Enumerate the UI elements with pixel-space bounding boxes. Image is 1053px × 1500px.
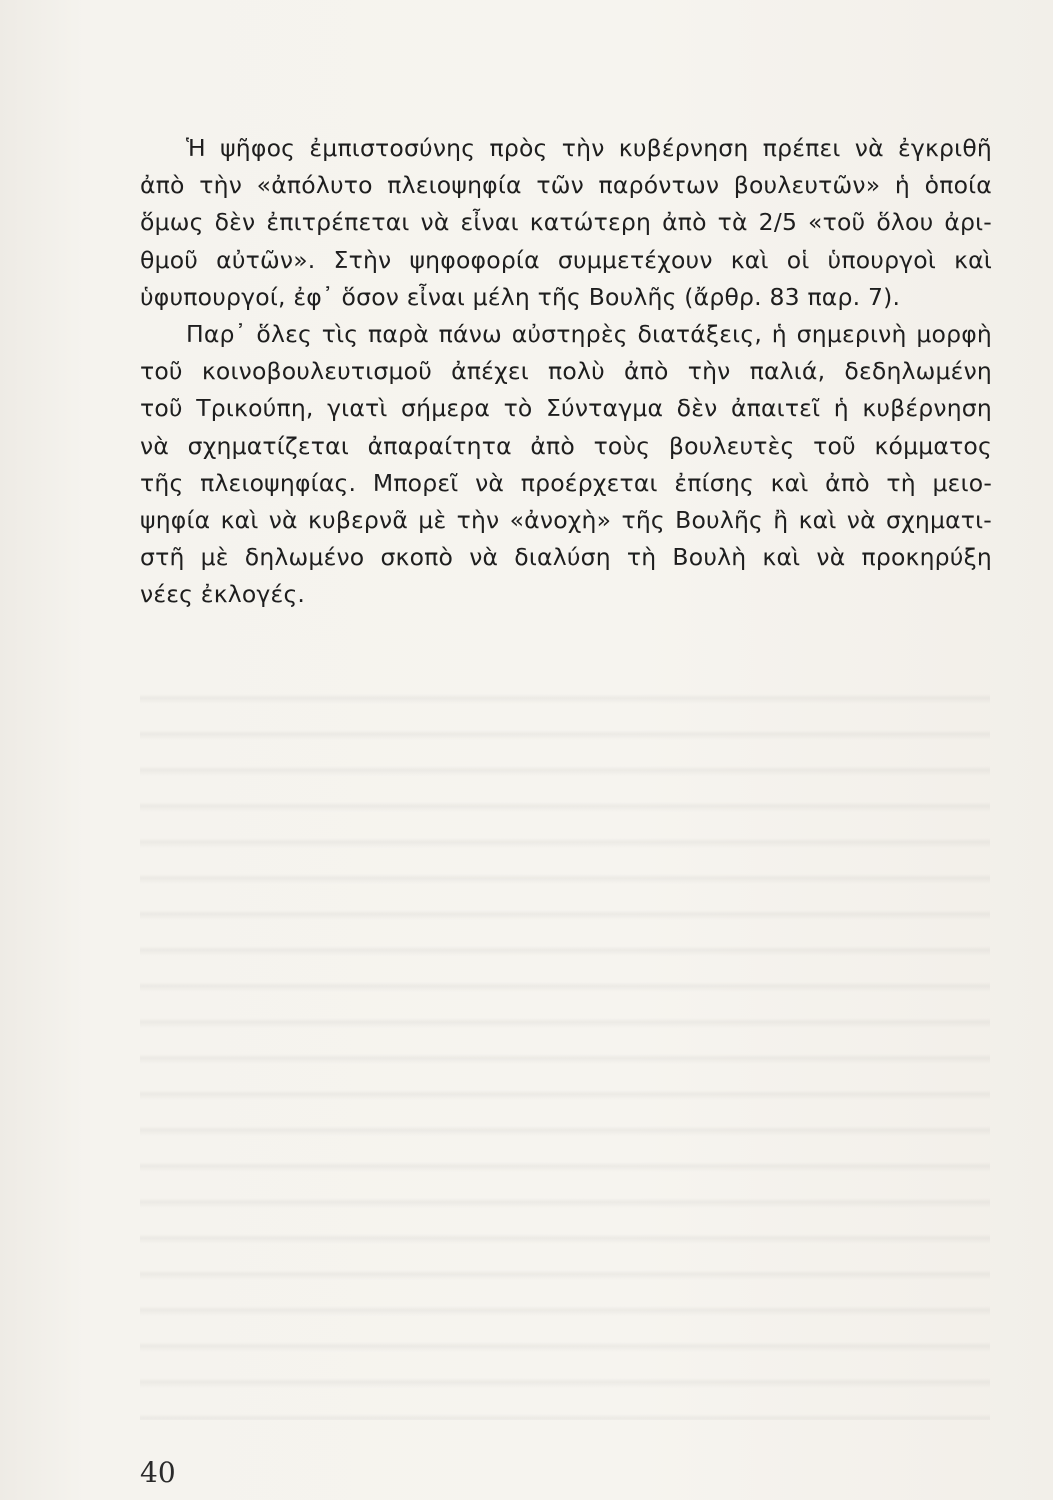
text-line: θμοῦ αὐτῶν». Στὴν ψηφοφορία συμμετέχουν καὶ οἱ ὑπουργοὶ καὶ — [140, 245, 992, 274]
show-through-text — [140, 680, 990, 1420]
paragraph — [140, 316, 992, 614]
text-line: Παρ᾽ ὅλες τὶς παρὰ πάνω αὐστηρὲς διατάξεις, ἡ σημερινὴ μορφὴ — [186, 320, 992, 349]
text-line: τοῦ κοινοβουλευτισμοῦ ἀπέχει πολὺ ἀπὸ τὴν παλιά, δεδηλωμένη — [140, 357, 992, 386]
page-number: 40 — [140, 1456, 176, 1489]
text-line: ὅμως δὲν ἐπιτρέπεται νὰ εἶναι κατώτερη ἀπὸ τὰ 2/5 «τοῦ ὅλου ἀρι- — [140, 208, 992, 237]
text-line: νὰ σχηματίζεται ἀπαραίτητα ἀπὸ τοὺς βουλευτὲς τοῦ κόμματος — [140, 431, 992, 460]
body-text — [140, 130, 992, 614]
text-line: τῆς πλειοψηφίας. Μπορεῖ νὰ προέρχεται ἐπίσης καὶ ἀπὸ τὴ μειο- — [140, 468, 992, 497]
text-line: τοῦ Τρικούπη, γιατὶ σήμερα τὸ Σύνταγμα δὲν ἀπαιτεῖ ἡ κυβέρνηση — [140, 394, 992, 423]
text-line: ἀπὸ τὴν «ἀπόλυτο πλειοψηφία τῶν παρόντων βουλευτῶν» ἡ ὁποία — [140, 171, 992, 200]
text-line: νέες ἐκλογές. — [140, 580, 306, 609]
text-line: ψηφία καὶ νὰ κυβερνᾶ μὲ τὴν «ἀνοχὴ» τῆς Βουλῆς ἢ καὶ νὰ σχηματι- — [140, 506, 992, 535]
paragraph — [140, 130, 992, 316]
text-line: στῆ μὲ δηλωμένο σκοπὸ νὰ διαλύση τὴ Βουλὴ καὶ νὰ προκηρύξη — [140, 543, 992, 572]
text-line: Ἡ ψῆφος ἐμπιστοσύνης πρὸς τὴν κυβέρνηση πρέπει νὰ ἐγκριθῆ — [186, 134, 992, 162]
text-line: ὑφυπουργοί, ἐφ᾽ ὅσον εἶναι μέλη τῆς Βουλῆς (ἄρθρ. 83 παρ. 7). — [140, 282, 901, 311]
